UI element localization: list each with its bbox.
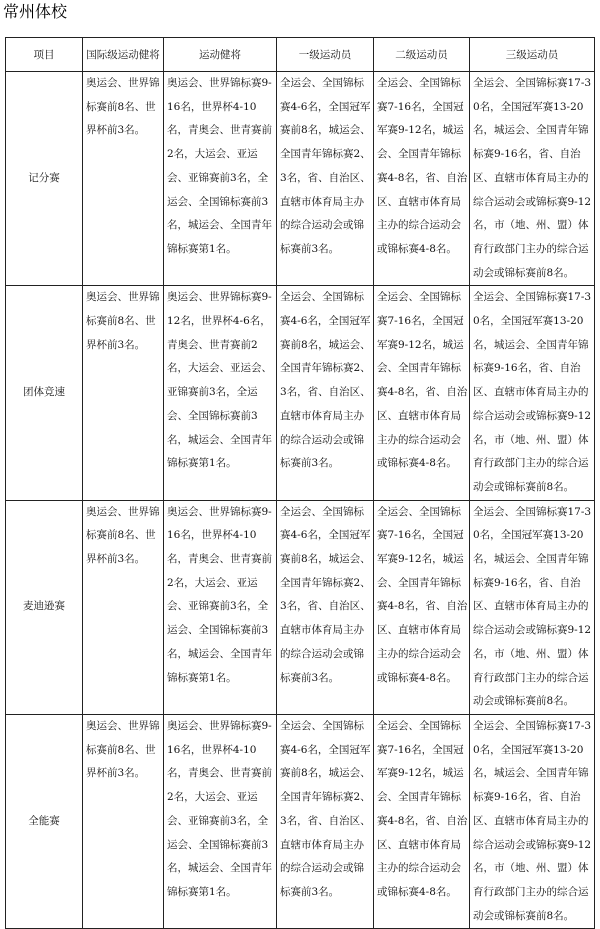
table-cell: 奥运会、世界锦标赛9-12名，世界杯4-6名，青奥会、世青赛前2名，大运会、亚运会、亚锦赛前3名，全运会、全国锦标赛前3名，城运会、全国青年锦标赛第1名。 (164, 286, 277, 500)
header-cell-third-class: 三级运动员 (470, 38, 595, 72)
table-cell: 全运会、全国锦标赛17-30名，全国冠军赛13-20名，城运会、全国青年锦标赛9-16名，省、自治区、直辖市体育局主办的综合运动会或锦标赛9-12名，市（地、州、盟）体育行政部门主办的综合运动会或锦标赛前8名。 (470, 500, 595, 714)
header-cell-first-class: 一级运动员 (277, 38, 374, 72)
table-cell: 全运会、全国锦标赛4-6名，全国冠军赛前8名，城运会、全国青年锦标赛2、3名，省、自治区、直辖市体育局主办的综合运动会或锦标赛前3名。 (277, 500, 374, 714)
table-cell: 奥运会、世界锦标赛前8名、世界杯前3名。 (83, 286, 164, 500)
table-cell: 全运会、全国锦标赛17-30名，全国冠军赛13-20名，城运会、全国青年锦标赛9-16名，省、自治区、直辖市体育局主办的综合运动会或锦标赛9-12名，市（地、州、盟）体育行政部门主办的综合运动会或锦标赛前8名。 (470, 714, 595, 928)
table-cell: 全运会、全国锦标赛17-30名，全国冠军赛13-20名，城运会、全国青年锦标赛9-16名，省、自治区、直辖市体育局主办的综合运动会或锦标赛9-12名，市（地、州、盟）体育行政部门主办的综合运动会或锦标赛前8名。 (470, 72, 595, 286)
header-cell-second-class: 二级运动员 (374, 38, 470, 72)
table-cell: 全运会、全国锦标赛7-16名，全国冠军赛9-12名，城运会、全国青年锦标赛4-8名，省、自治区、直辖市体育局主办的综合运动会或锦标赛4-8名。 (374, 72, 470, 286)
header-cell-international-master: 国际级运动健将 (83, 38, 164, 72)
table-row (6, 714, 595, 928)
table-cell: 全运会、全国锦标赛4-6名，全国冠军赛前8名，城运会、全国青年锦标赛2、3名，省、自治区、直辖市体育局主办的综合运动会或锦标赛前3名。 (277, 714, 374, 928)
table-cell: 奥运会、世界锦标赛9-16名，世界杯4-10名，青奥会、世青赛前2名，大运会、亚运会、亚锦赛前3名，全运会、全国锦标赛前3名，城运会、全国青年锦标赛第1名。 (164, 500, 277, 714)
table-cell: 全运会、全国锦标赛7-16名，全国冠军赛9-12名，城运会、全国青年锦标赛4-8名，省、自治区、直辖市体育局主办的综合运动会或锦标赛4-8名。 (374, 500, 470, 714)
row-item-name: 麦迪逊赛 (6, 500, 83, 714)
table-cell: 奥运会、世界锦标赛9-16名，世界杯4-10名，青奥会、世青赛前2名，大运会、亚运会、亚锦赛前3名，全运会、全国锦标赛前3名，城运会、全国青年锦标赛第1名。 (164, 72, 277, 286)
row-item-name: 团体竞速 (6, 286, 83, 500)
table-cell: 全运会、全国锦标赛4-6名，全国冠军赛前8名，城运会、全国青年锦标赛2、3名，省、自治区、直辖市体育局主办的综合运动会或锦标赛前3名。 (277, 72, 374, 286)
table-cell: 全运会、全国锦标赛7-16名，全国冠军赛9-12名，城运会、全国青年锦标赛4-8名，省、自治区、直辖市体育局主办的综合运动会或锦标赛4-8名。 (374, 714, 470, 928)
table-row (6, 286, 595, 500)
table-cell: 奥运会、世界锦标赛9-16名，世界杯4-10名，青奥会、世青赛前2名，大运会、亚运会、亚锦赛前3名，全运会、全国锦标赛前3名，城运会、全国青年锦标赛第1名。 (164, 714, 277, 928)
header-cell-master: 运动健将 (164, 38, 277, 72)
table-cell: 全运会、全国锦标赛7-16名，全国冠军赛9-12名，城运会、全国青年锦标赛4-8名，省、自治区、直辖市体育局主办的综合运动会或锦标赛4-8名。 (374, 286, 470, 500)
table-cell: 奥运会、世界锦标赛前8名、世界杯前3名。 (83, 72, 164, 286)
header-row (6, 38, 595, 72)
row-item-name: 全能赛 (6, 714, 83, 928)
table-row (6, 72, 595, 286)
table-cell: 全运会、全国锦标赛4-6名，全国冠军赛前8名，城运会、全国青年锦标赛2、3名，省、自治区、直辖市体育局主办的综合运动会或锦标赛前3名。 (277, 286, 374, 500)
table-cell: 全运会、全国锦标赛17-30名，全国冠军赛13-20名，城运会、全国青年锦标赛9-16名，省、自治区、直辖市体育局主办的综合运动会或锦标赛9-12名，市（地、州、盟）体育行政部门主办的综合运动会或锦标赛前8名。 (470, 286, 595, 500)
table-cell: 奥运会、世界锦标赛前8名、世界杯前3名。 (83, 500, 164, 714)
row-item-name: 记分赛 (6, 72, 83, 286)
header-cell-item: 项目 (6, 38, 83, 72)
table-cell: 奥运会、世界锦标赛前8名、世界杯前3名。 (83, 714, 164, 928)
page-title: 常州体校 (3, 2, 68, 21)
table-row (6, 500, 595, 714)
athlete-level-table (5, 37, 595, 929)
